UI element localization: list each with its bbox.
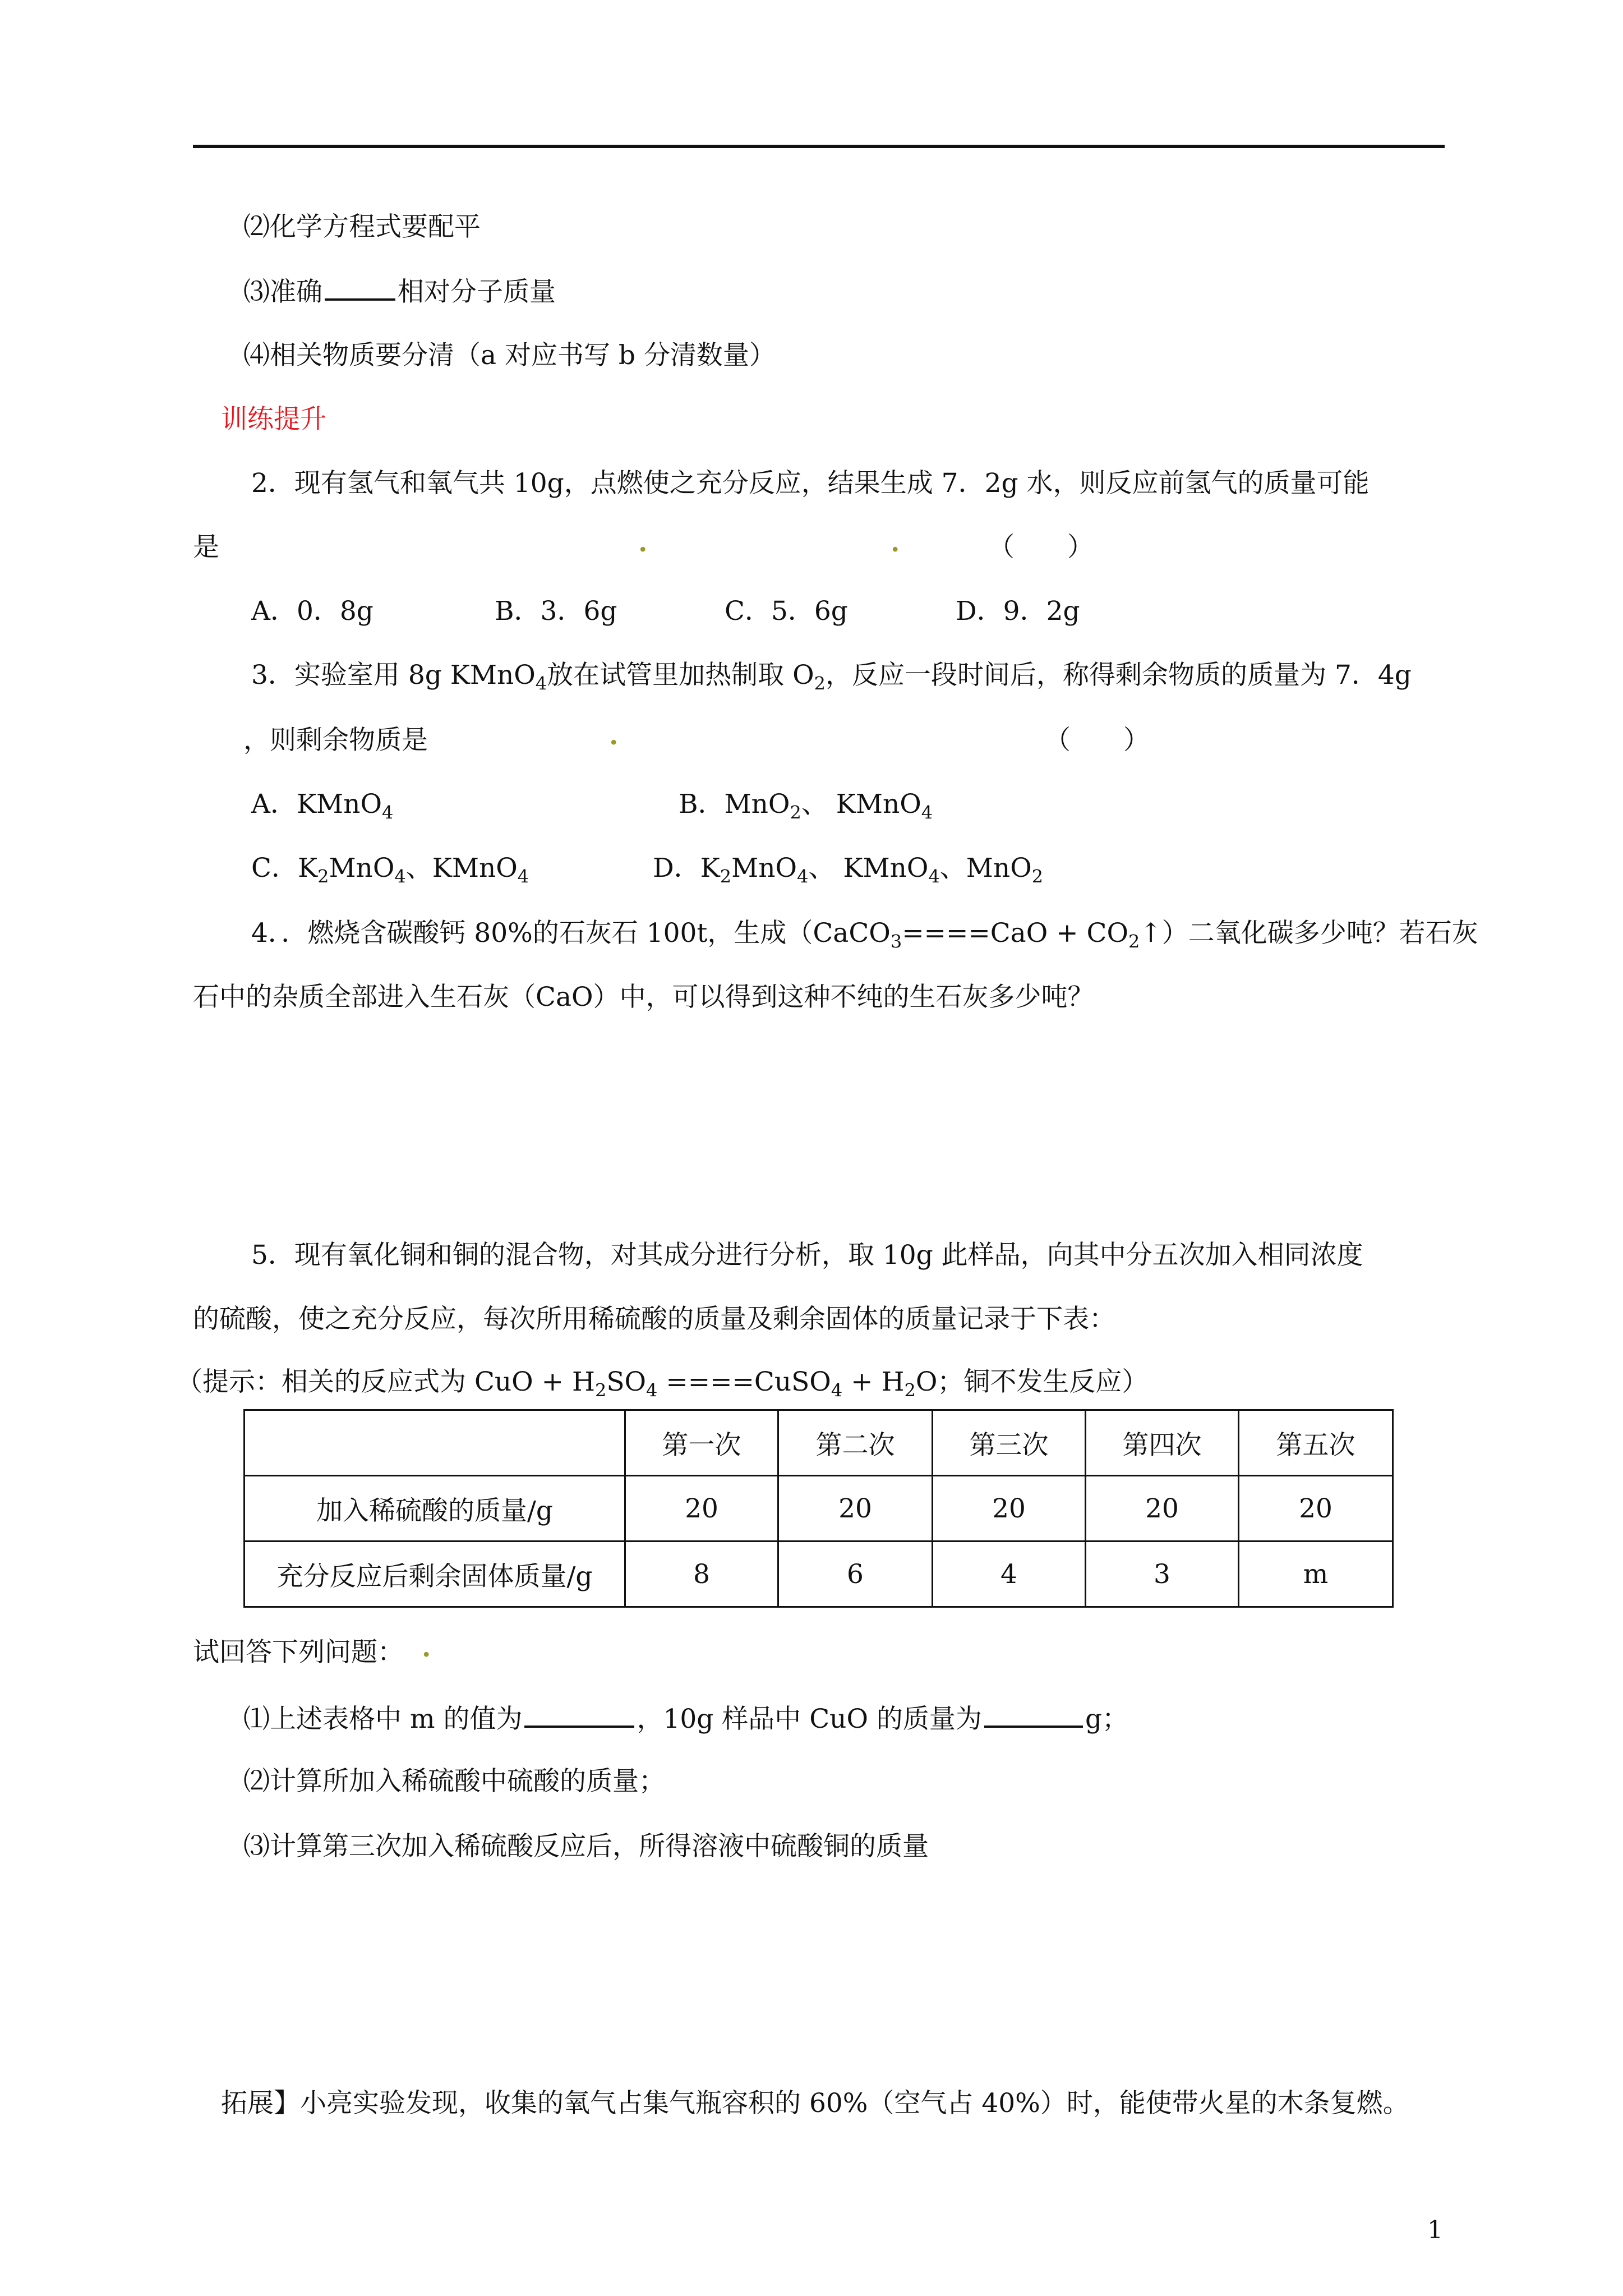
option-a: A．KMnO$_4$ [251, 789, 394, 823]
section-title: 训练提升 [221, 404, 326, 435]
question-2-text: 2．现有氢气和氧气共 10g，点燃使之充分反应，结果生成 7．2g 水，则反应前氢气的质量可能 [251, 468, 1370, 499]
table-cell: 3 [1086, 1542, 1239, 1607]
stray-dot: . [638, 527, 648, 558]
answer-blank[interactable] [524, 1701, 634, 1728]
extension-text: 拓展】小亮实验发现，收集的氧气占集气瓶容积的 60%（空气占 40%）时，能使带火星的木条复燃。 [221, 2088, 1409, 2119]
answer-paren: （ ） [988, 532, 1094, 563]
table-header-cell: 第二次 [778, 1410, 933, 1476]
header-rule [193, 145, 1445, 148]
answer-blank[interactable] [984, 1701, 1083, 1728]
subquestion-1: ⑴上述表格中 m 的值为 ，10g 样品中 CuO 的质量为 g； [243, 1701, 1128, 1736]
table-cell: 20 [625, 1476, 778, 1542]
table-cell: 4 [933, 1542, 1086, 1607]
question-3-text-cont: ，则剩余物质是 [243, 725, 428, 756]
question-3-text: 3．实验室用 8g KMnO$_4$放在试管里加热制取 $O_2$，反应一段时间后，称得剩余物质的质量为 7．4g [251, 660, 1412, 694]
stray-dot: . [422, 1632, 431, 1663]
table-header-row [245, 1410, 1393, 1476]
answer-blank[interactable] [325, 274, 395, 301]
page-number: 1 [1427, 2216, 1443, 2244]
table-row-label: 加入稀硫酸的质量/g [245, 1476, 625, 1542]
table-row [245, 1542, 1393, 1607]
line-3: ⑶准确 相对分子质量 [243, 274, 556, 309]
results-table [243, 1409, 1394, 1608]
option-b: B．3．6g [495, 596, 617, 627]
table-cell: 6 [778, 1542, 933, 1607]
question-4-text: 4．．燃烧含碳酸钙 80%的石灰石 100t，生成（CaCO$_3$====CaO + $CO_2↑$）二氧化碳多少吨？若石灰 [251, 918, 1478, 953]
option-a: A．0．8g [251, 596, 374, 627]
question-5-text-cont: 的硫酸，使之充分反应，每次所用稀硫酸的质量及剩余固体的质量记录于下表： [193, 1304, 1115, 1335]
option-d: D．$K_2MnO_4$、 KMnO$_4$、MnO$_2$ [653, 853, 1044, 887]
table-cell [245, 1410, 625, 1476]
table-cell: 20 [778, 1476, 933, 1542]
table-row [245, 1476, 1393, 1542]
question-4-text-cont: 石中的杂质全部进入生石灰（CaO）中，可以得到这种不纯的生石灰多少吨？ [193, 982, 1094, 1013]
option-c: C．5．6g [725, 596, 848, 627]
option-c: C．$K_2MnO_4$、KMnO$_4$ [251, 853, 529, 887]
stray-dot: . [609, 720, 619, 751]
questions-intro: 试回答下列问题： [193, 1637, 404, 1668]
table-cell: 20 [933, 1476, 1086, 1542]
table-header-cell: 第四次 [1086, 1410, 1239, 1476]
option-b: B．MnO$_2$、 KMnO$_4$ [679, 789, 933, 823]
table-cell: 8 [625, 1542, 778, 1607]
table-row-label: 充分反应后剩余固体质量/g [245, 1542, 625, 1607]
table-cell: m [1239, 1542, 1393, 1607]
reaction-hint: （提示：相关的反应式为 CuO + $H_2SO_4$ ====CuSO$_4$ + $H_2O$；铜不发生反应） [176, 1366, 1149, 1401]
table-header-cell: 第五次 [1239, 1410, 1393, 1476]
line-4: ⑷相关物质要分清（a 对应书写 b 分清数量） [243, 340, 776, 371]
table-header-cell: 第三次 [933, 1410, 1086, 1476]
table-header-cell: 第一次 [625, 1410, 778, 1476]
subquestion-3: ⑶计算第三次加入稀硫酸反应后，所得溶液中硫酸铜的质量 [243, 1831, 929, 1862]
table-cell: 20 [1086, 1476, 1239, 1542]
line-2: ⑵化学方程式要配平 [243, 211, 481, 242]
option-d: D．9．2g [956, 596, 1080, 627]
question-5-text: 5．现有氧化铜和铜的混合物，对其成分进行分析，取 10g 此样品，向其中分五次加入相同浓度 [251, 1240, 1363, 1271]
table-cell: 20 [1239, 1476, 1393, 1542]
answer-paren: （ ） [1044, 725, 1150, 756]
subquestion-2: ⑵计算所加入稀硫酸中硫酸的质量； [243, 1766, 665, 1797]
question-2-text-cont: 是 [193, 532, 219, 563]
stray-dot: . [891, 527, 900, 558]
